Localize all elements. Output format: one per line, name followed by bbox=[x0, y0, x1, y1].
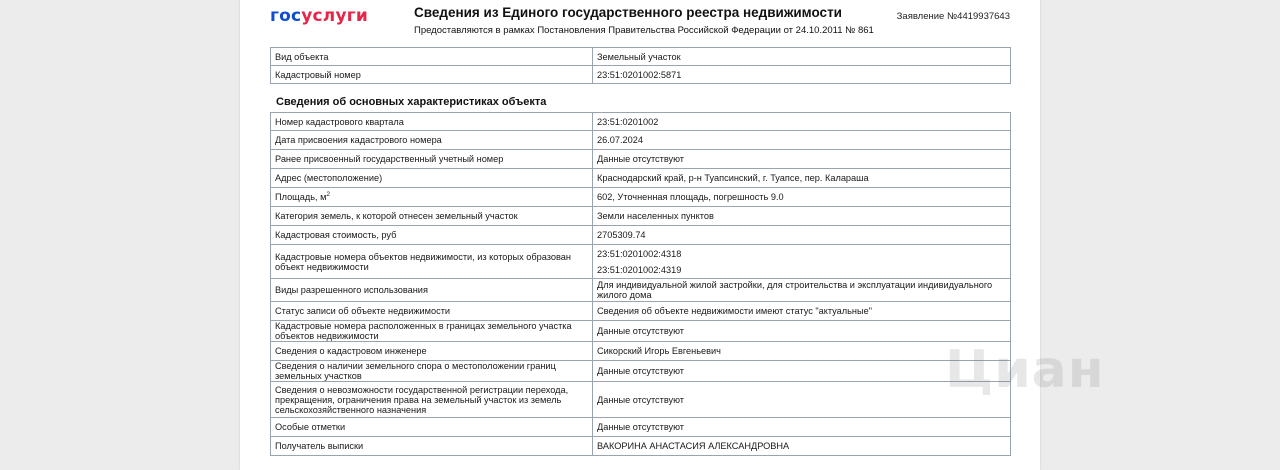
row-label bbox=[271, 437, 593, 456]
row-value: ВАКОРИНА АНАСТАСИЯ АЛЕКСАНДРОВНА bbox=[593, 437, 1011, 456]
row-value bbox=[593, 245, 1011, 279]
row-value: Данные отсутствуют bbox=[593, 382, 1011, 418]
row-label bbox=[271, 207, 593, 226]
row-value: 23:51:0201002:5871 bbox=[593, 66, 1011, 84]
section-title: Сведения об основных характеристиках объекта bbox=[276, 96, 547, 108]
logo-part-uslugi: услуги bbox=[301, 6, 368, 26]
row-label-text: Получатель выписки bbox=[275, 441, 364, 451]
table-row bbox=[271, 382, 1011, 418]
row-label bbox=[271, 382, 593, 418]
application-number: Заявление №4419937643 bbox=[896, 11, 1010, 22]
row-value: Данные отсутствуют bbox=[593, 150, 1011, 169]
row-label bbox=[271, 279, 593, 302]
row-label bbox=[271, 48, 593, 66]
row-label-text: Вид объекта bbox=[275, 51, 329, 62]
row-label-text: Площадь, м bbox=[275, 192, 327, 202]
table-row bbox=[271, 207, 1011, 226]
row-label bbox=[271, 361, 593, 382]
row-value: 2705309.74 bbox=[593, 226, 1011, 245]
row-label-text: Номер кадастрового квартала bbox=[275, 116, 404, 127]
row-label-text: Статус записи об объекте недвижимости bbox=[275, 306, 451, 316]
characteristics-table bbox=[270, 112, 1011, 456]
row-label-text: Кадастровые номера объектов недвижимости, из которых образован объект недвижимости bbox=[275, 251, 571, 272]
table-row bbox=[271, 150, 1011, 169]
row-value: 26.07.2024 bbox=[593, 131, 1011, 150]
document-subtitle: Предоставляются в рамках Постановления Правительства Российской Федерации от 24.10.2011 № 861 bbox=[414, 25, 874, 36]
row-value: 602, Уточненная площадь, погрешность 9.0 bbox=[593, 188, 1011, 207]
table-row bbox=[271, 169, 1011, 188]
row-label bbox=[271, 245, 593, 279]
logo-part-gos: гос bbox=[270, 6, 302, 26]
cadastral-number: 23:51:0201002:4318 bbox=[597, 248, 682, 259]
row-value: Данные отсутствуют bbox=[593, 361, 1011, 382]
document-title: Сведения из Единого государственного реестра недвижимости bbox=[414, 5, 842, 20]
table-row bbox=[271, 321, 1011, 342]
row-value: Земельный участок bbox=[593, 48, 1011, 66]
row-value: Данные отсутствуют bbox=[593, 418, 1011, 437]
row-label bbox=[271, 342, 593, 361]
table-row bbox=[271, 131, 1011, 150]
row-label-text: Категория земель, к которой отнесен земельный участок bbox=[275, 211, 518, 221]
row-label-text: Дата присвоения кадастрового номера bbox=[275, 135, 442, 145]
table-row bbox=[271, 302, 1011, 321]
row-label bbox=[271, 188, 593, 207]
cian-watermark: Циан bbox=[945, 340, 1105, 400]
table-row bbox=[271, 245, 1011, 279]
row-label bbox=[271, 66, 593, 84]
row-label-text: Сведения о кадастровом инженере bbox=[275, 346, 427, 356]
row-label bbox=[271, 418, 593, 437]
row-label bbox=[271, 169, 593, 188]
table-row bbox=[271, 48, 1011, 66]
row-label-text: Кадастровый номер bbox=[275, 69, 361, 80]
row-label-text: Особые отметки bbox=[275, 422, 346, 432]
object-summary-table bbox=[270, 47, 1011, 84]
table-row bbox=[271, 437, 1011, 456]
row-label-text: Виды разрешенного использования bbox=[275, 285, 428, 295]
table-row bbox=[271, 113, 1011, 131]
row-label bbox=[271, 302, 593, 321]
document-page bbox=[240, 0, 1040, 470]
row-label bbox=[271, 226, 593, 245]
row-label-text: Адрес (местоположение) bbox=[275, 173, 383, 183]
table-row bbox=[271, 418, 1011, 437]
cadastral-number: 23:51:0201002:4319 bbox=[597, 264, 682, 275]
table-row bbox=[271, 361, 1011, 382]
row-value: Краснодарский край, р-н Туапсинский, г. Туапсе, пер. Калараша bbox=[593, 169, 1011, 188]
row-label-text: Ранее присвоенный государственный учетный номер bbox=[275, 154, 504, 164]
row-label-text: Сведения о наличии земельного спора о местоположении границ земельных участков bbox=[275, 361, 556, 381]
table-row bbox=[271, 342, 1011, 361]
row-label bbox=[271, 150, 593, 169]
row-value: 23:51:0201002 bbox=[593, 113, 1011, 131]
row-label-text: Кадастровая стоимость, руб bbox=[275, 230, 397, 240]
row-label bbox=[271, 321, 593, 342]
row-value: Данные отсутствуют bbox=[593, 321, 1011, 342]
table-row bbox=[271, 226, 1011, 245]
row-label-text: Кадастровые номера расположенных в границах земельного участка объектов недвижимости bbox=[275, 321, 572, 341]
unit-superscript: 2 bbox=[326, 190, 331, 198]
gosuslugi-logo[interactable] bbox=[270, 6, 368, 26]
row-label-text: Сведения о невозможности государственной регистрации перехода, прекращения, ограничения права на земельный участок из земель сельскохозяйственного назначения bbox=[275, 384, 569, 415]
row-value: Сикорский Игорь Евгеньевич bbox=[593, 342, 1011, 361]
row-label bbox=[271, 113, 593, 131]
table-row bbox=[271, 279, 1011, 302]
table-row bbox=[271, 66, 1011, 84]
row-value: Сведения об объекте недвижимости имеют статус "актуальные" bbox=[593, 302, 1011, 321]
row-value: Для индивидуальной жилой застройки, для строительства и эксплуатации индивидуального жилого дома bbox=[593, 279, 1011, 302]
table-row bbox=[271, 188, 1011, 207]
row-label bbox=[271, 131, 593, 150]
row-value: Земли населенных пунктов bbox=[593, 207, 1011, 226]
